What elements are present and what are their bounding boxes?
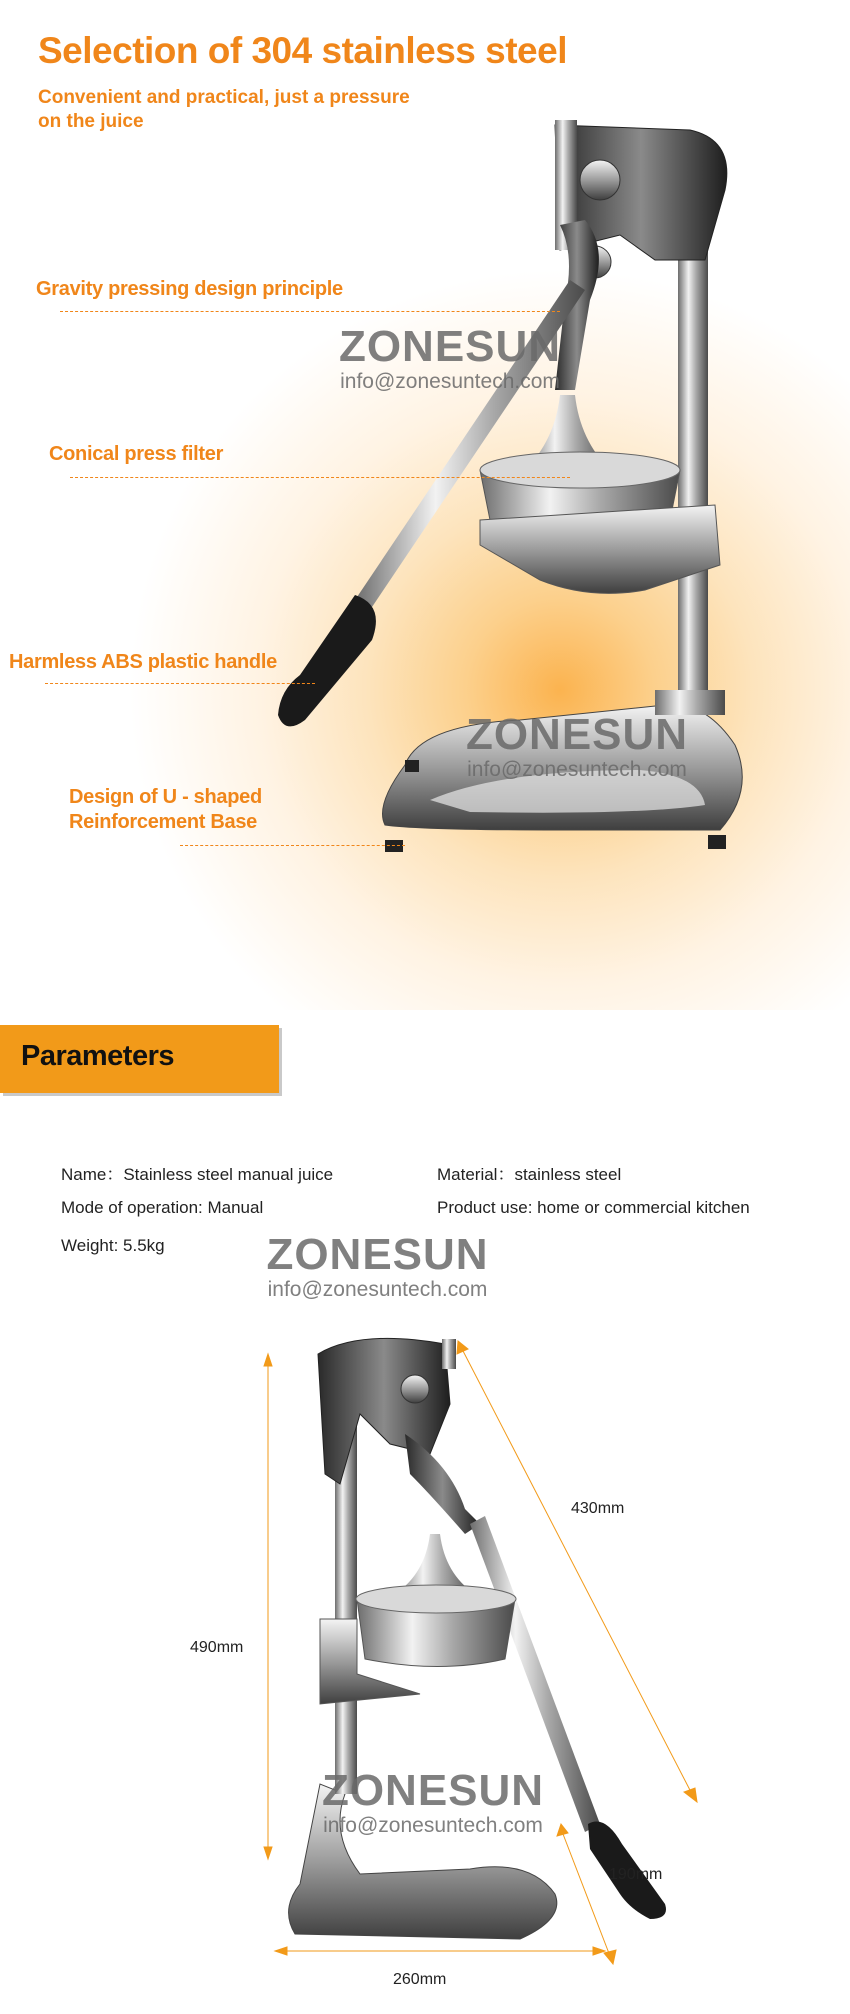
parameters-heading: Parameters	[21, 1040, 174, 1072]
watermark-1	[330, 324, 570, 394]
spec-material: Material：stainless steel	[437, 1165, 622, 1184]
page-subtitle: Convenient and practical, just a pressure on the juice	[38, 87, 410, 132]
feature-label-gravity: Gravity pressing design principle	[36, 278, 343, 300]
feature-label-base-line1: Design of U - shaped	[69, 786, 262, 808]
watermark-brand: ZONESUN	[321, 1766, 545, 1815]
feature-label-cone-filter: Conical press filter	[49, 443, 224, 465]
watermark-brand: ZONESUN	[465, 710, 689, 759]
leader-line-gravity	[60, 311, 560, 312]
dimension-handle-length: 430mm	[571, 1500, 625, 1517]
dimension-height: 490mm	[190, 1639, 244, 1656]
watermark-brand: ZONESUN	[338, 322, 562, 371]
watermark-email: info@zonesuntech.com	[267, 1278, 488, 1301]
leader-line-handle	[45, 683, 315, 684]
watermark-brand: ZONESUN	[266, 1230, 489, 1279]
spec-weight: Weight: 5.5kg	[61, 1236, 165, 1255]
spec-name: Name：Stainless steel manual juice	[61, 1165, 334, 1184]
spec-product-use: Product use: home or commercial kitchen	[437, 1198, 750, 1217]
watermark-email: info@zonesuntech.com	[323, 1814, 543, 1837]
leader-line-cone-filter	[70, 477, 570, 478]
watermark-4	[313, 1768, 553, 1838]
page-title: Selection of 304 stainless steel	[38, 30, 567, 71]
leader-line-base	[180, 845, 405, 846]
feature-label-base-line2: Reinforcement Base	[69, 811, 257, 833]
watermark-2	[452, 712, 702, 782]
feature-label-handle: Harmless ABS plastic handle	[9, 651, 277, 673]
watermark-email: info@zonesuntech.com	[340, 370, 560, 393]
dimension-diagram	[0, 1004, 850, 2014]
dimension-depth: 190mm	[609, 1866, 663, 1883]
watermark-email: info@zonesuntech.com	[467, 758, 687, 781]
dimension-width: 260mm	[393, 1971, 447, 1988]
spec-mode: Mode of operation: Manual	[61, 1198, 264, 1217]
